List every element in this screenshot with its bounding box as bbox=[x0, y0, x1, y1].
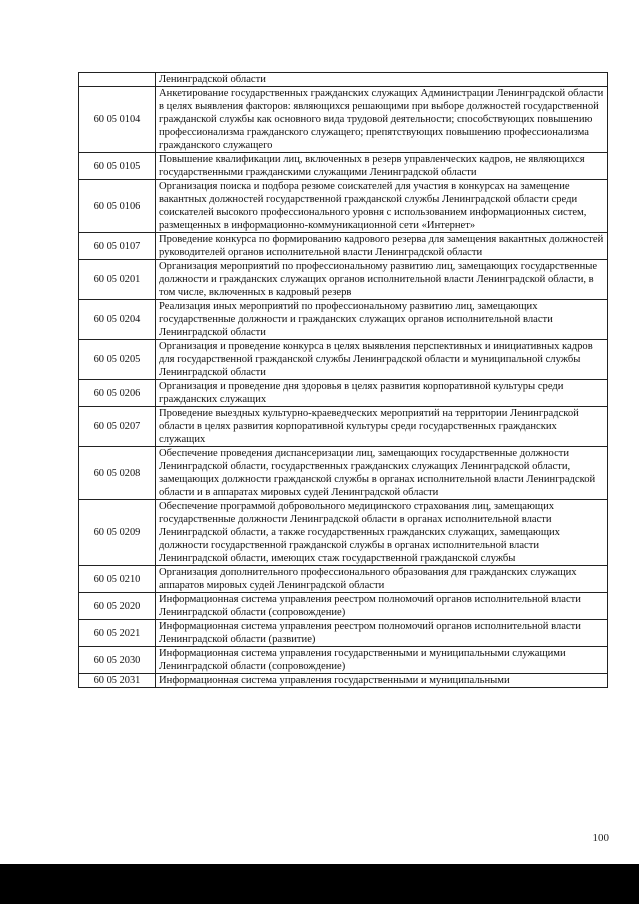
row-description: Информационная система управления реестром полномочий органов исполнительной власти Ленинградской области (сопровождение) bbox=[156, 593, 608, 620]
table-row bbox=[79, 233, 608, 260]
table-row bbox=[79, 674, 608, 688]
table-row bbox=[79, 500, 608, 566]
scan-bottom-edge bbox=[0, 864, 639, 904]
row-description: Обеспечение программой добровольного медицинского страхования лиц, замещающих государственные должности Ленинградской области в органах исполнительной власти Ленинградской области, а также государственных гражданских служащих, замещающих должности государственной гражданской службы в органах исполнительной власти Ленинградской области, имеющих стаж государственной гражданской службы bbox=[156, 500, 608, 566]
table-row bbox=[79, 153, 608, 180]
table-row bbox=[79, 593, 608, 620]
budget-codes-table bbox=[78, 72, 608, 688]
row-description: Анкетирование государственных гражданских служащих Администрации Ленинградской области в целях выявления факторов: являющихся решающими при выборе должностей государственной гражданской службы как основного вида трудовой деятельности; способствующих повышению профессионализма гражданского служащего; препятствующих повышению профессионализма гражданского служащего bbox=[156, 87, 608, 153]
row-description: Повышение квалификации лиц, включенных в резерв управленческих кадров, не являющихся государственными гражданскими служащими Ленинградской области bbox=[156, 153, 608, 180]
row-description: Информационная система управления государственными и муниципальными bbox=[156, 674, 608, 688]
row-description: Реализация иных мероприятий по профессиональному развитию лиц, замещающих государственные должности и гражданских служащих органов исполнительной власти Ленинградской области bbox=[156, 300, 608, 340]
row-code: 60 05 0107 bbox=[79, 233, 156, 260]
row-description: Проведение конкурса по формированию кадрового резерва для замещения вакантных должностей руководителей органов исполнительной власти Ленинградской области bbox=[156, 233, 608, 260]
row-code: 60 05 0206 bbox=[79, 380, 156, 407]
table-row bbox=[79, 380, 608, 407]
row-description: Информационная система управления государственными и муниципальными служащими Ленинградской области (сопровождение) bbox=[156, 647, 608, 674]
row-description: Организация поиска и подбора резюме соискателей для участия в конкурсах на замещение вакантных должностей государственной гражданской службы Ленинградской области среди соискателей высокого профессионального уровня с использованием информационных систем, размещенных в информационно-коммуникационной сети «Интернет» bbox=[156, 180, 608, 233]
row-description: Организация дополнительного профессионального образования для гражданских служащих аппаратов мировых судей Ленинградской области bbox=[156, 566, 608, 593]
table-row bbox=[79, 647, 608, 674]
row-description: Организация и проведение конкурса в целях выявления перспективных и инициативных кадров для государственной гражданской службы Ленинградской области и муниципальной службы Ленинградской области bbox=[156, 340, 608, 380]
row-code: 60 05 0205 bbox=[79, 340, 156, 380]
row-description: Информационная система управления реестром полномочий органов исполнительной власти Ленинградской области (развитие) bbox=[156, 620, 608, 647]
row-code: 60 05 2031 bbox=[79, 674, 156, 688]
row-description: Организация мероприятий по профессиональному развитию лиц, замещающих государственные должности и гражданских служащих органов исполнительной власти Ленинградской области, в том числе, включенных в кадровый резерв bbox=[156, 260, 608, 300]
table-row bbox=[79, 340, 608, 380]
row-code: 60 05 2020 bbox=[79, 593, 156, 620]
table-row bbox=[79, 566, 608, 593]
page-number: 100 bbox=[592, 832, 609, 844]
row-code: 60 05 0207 bbox=[79, 407, 156, 447]
table-row bbox=[79, 407, 608, 447]
row-code: 60 05 0104 bbox=[79, 87, 156, 153]
row-code: 60 05 0106 bbox=[79, 180, 156, 233]
table-row bbox=[79, 180, 608, 233]
row-code: 60 05 0210 bbox=[79, 566, 156, 593]
row-code: 60 05 0208 bbox=[79, 447, 156, 500]
row-code bbox=[79, 73, 156, 87]
table-row bbox=[79, 73, 608, 87]
table-row bbox=[79, 447, 608, 500]
table-row bbox=[79, 300, 608, 340]
row-description: Проведение выездных культурно-краеведческих мероприятий на территории Ленинградской области в целях развития корпоративной культуры среди государственных гражданских служащих bbox=[156, 407, 608, 447]
table-row bbox=[79, 87, 608, 153]
table-body bbox=[79, 73, 608, 688]
row-code: 60 05 0209 bbox=[79, 500, 156, 566]
row-description: Организация и проведение дня здоровья в целях развития корпоративной культуры среди гражданских служащих bbox=[156, 380, 608, 407]
row-description: Обеспечение проведения диспансеризации лиц, замещающих государственные должности Ленинградской области, государственных гражданских служащих Ленинградской области, замещающих должности гражданской службы в органах исполнительной власти Ленинградской области и в аппаратах мировых судей Ленинградской области bbox=[156, 447, 608, 500]
table-row bbox=[79, 620, 608, 647]
row-code: 60 05 0201 bbox=[79, 260, 156, 300]
row-code: 60 05 0105 bbox=[79, 153, 156, 180]
row-code: 60 05 2021 bbox=[79, 620, 156, 647]
table-row bbox=[79, 260, 608, 300]
row-code: 60 05 2030 bbox=[79, 647, 156, 674]
row-description: Ленинградской области bbox=[156, 73, 608, 87]
row-code: 60 05 0204 bbox=[79, 300, 156, 340]
